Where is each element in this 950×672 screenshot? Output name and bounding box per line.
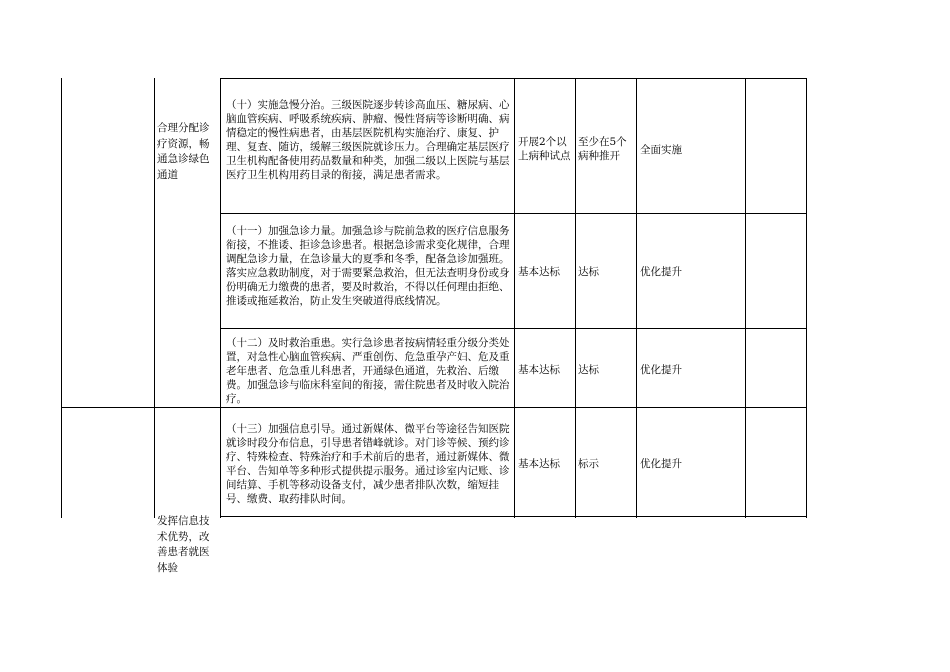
stage-3-cell: 全面实施: [640, 144, 682, 156]
stage-2-cell: 达标: [578, 364, 599, 376]
grid-line: [636, 78, 637, 518]
grid-line: [154, 78, 155, 518]
grid-line: [220, 516, 807, 517]
measure-cell: （十三）加强信息引导。通过新媒体、微平台等途径告知医院就诊时段分布信息，引导患者错峰就诊。对门诊等候、预约诊疗、特殊检查、特殊治疗和手术前后的患者，通过新媒体、微平台、告知单等多种形式提供提示服务。通过诊室内记账、诊间结算、手机等移动设备支付，减少患者排队次数，缩短挂号、缴费、取药排队时间。: [226, 423, 510, 505]
grid-line: [61, 407, 807, 408]
stage-2-cell: 达标: [578, 266, 599, 278]
grid-line: [514, 78, 515, 518]
grid-line: [220, 78, 221, 518]
category-label-2: 发挥信息技术优势，改善患者就医体验: [157, 515, 210, 574]
stage-3-cell: 优化提升: [640, 266, 682, 278]
stage-1-cell: 基本达标: [518, 266, 560, 278]
grid-line: [806, 78, 807, 518]
category-label-1: 合理分配诊疗资源，畅通急诊绿色通道: [157, 122, 210, 181]
stage-1-cell: 基本达标: [518, 364, 560, 376]
grid-line: [575, 78, 576, 518]
grid-line: [745, 78, 746, 518]
grid-line: [220, 213, 807, 214]
grid-line: [220, 78, 807, 79]
grid-line: [61, 78, 62, 518]
stage-3-cell: 优化提升: [640, 458, 682, 470]
stage-3-cell: 优化提升: [640, 364, 682, 376]
stage-1-cell: 开展2个以上病种试点: [518, 136, 571, 162]
stage-2-cell: 至少在5个病种推开: [578, 136, 627, 162]
measure-cell: （十一）加强急诊力量。加强急诊与院前急救的医疗信息服务衔接，不推诿、拒诊急诊患者。根据急诊需求变化规律，合理调配急诊力量，在急诊量大的夏季和冬季，配备急诊加强班。落实应急救助制度，对于需要紧急救治，但无法查明身份或身份明确无力缴费的患者，要及时救治，不得以任何理由拒绝、推诿或拖延救治，防止发生突破道得底线情况。: [226, 225, 510, 307]
measure-cell: （十二）及时救治重患。实行急诊患者按病情轻重分级分类处置，对急性心脑血管疾病、严重创伤、危急重孕产妇、危及重老年患者、危急重儿科患者，开通绿色通道，先救治、后缴费。加强急诊与临床科室间的衔接，需住院患者及时收入院治疗。: [226, 337, 510, 405]
stage-2-cell: 标示: [578, 458, 599, 470]
grid-line: [220, 328, 807, 329]
measure-cell: （十）实施急慢分治。三级医院逐步转诊高血压、糖尿病、心脑血管疾病、呼吸系统疾病、肿瘤、慢性肾病等诊断明确、病情稳定的慢性病患者，由基层医院机构实施治疗、康复、护理、复查、随访，缓解三级医院就诊压力。合理确定基层医疗卫生机构配备使用药品数量和种类，加强二级以上医院与基层医疗卫生机构用药目录的衔接，满足患者需求。: [226, 99, 510, 181]
stage-1-cell: 基本达标: [518, 458, 560, 470]
